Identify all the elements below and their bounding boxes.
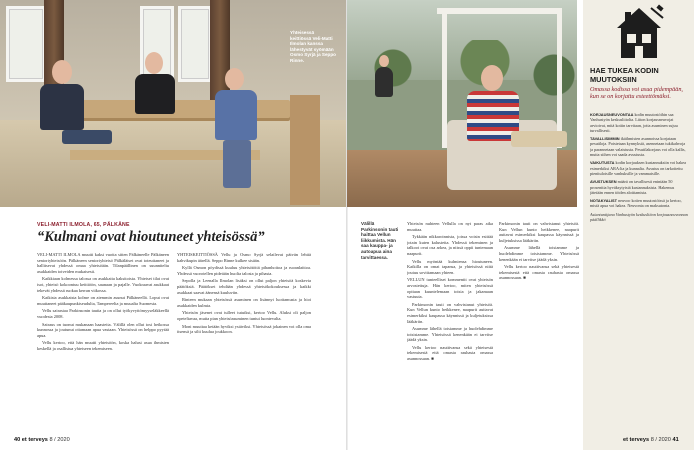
garden-photo: [347, 0, 577, 207]
sidebar-item-lead: NOTAKYALIST: [590, 198, 618, 204]
shirt-shape: [135, 74, 175, 114]
paragraph: Vellu sairastaa Parkinsonin tautia ja on ollut työkyvyttömyyseläkkeellä vuodesta 2008.: [37, 308, 169, 319]
head-shape: [145, 52, 163, 74]
head-shape: [225, 68, 244, 90]
sidebar-item-lead: AVUSTUKSEN: [590, 179, 617, 185]
paragraph: Sepolla ja Leenalla Ilmolan lisäksi on ollut paljon yhteisöä koskevia päätöksiä. Päätökset tehdään yhdessä yhteisökokouksessa ja kaikki asukkaat saavat äänensä kuuluviin.: [177, 278, 311, 295]
right-page: [347, 0, 694, 450]
page-footer-left: [14, 437, 70, 443]
house-icon: [613, 4, 665, 62]
head-shape: [379, 55, 389, 67]
paragraph: Asumme lähellä toisiamme ja huolehdimme toisistamme. Yhteisössä kenenkään ei tarvitse jäädä yksin.: [499, 245, 579, 262]
sidebar-item: [590, 112, 688, 133]
sidebar-item-text: kodin korjauksen kustannuksiin voi hakea esimerkiksi ARA:lta ja kunnalta. Avustus on tarkoitettu pienituloisille vanhuksille ja vammaisille.: [590, 160, 687, 176]
paragraph: Vellu kertoo nauttivansa sekä yhteisestä tekemisestä että omasta rauhasta omassa asunnossaan. ■: [499, 264, 579, 281]
shirt-shape: [375, 67, 393, 97]
legs-shape: [511, 131, 567, 147]
photo-chair: [290, 95, 320, 205]
article-column-3: [407, 221, 493, 431]
sidebar-item: [590, 160, 688, 176]
sidebar-item-lead: KORJAUSNEUVONTAA: [590, 112, 634, 117]
paragraph: Kaikista asukkaista kolme on aiemmin asunut Pälkäneellä. Loput ovat muuttaneet pääkaupunkiseudulta, Tampereelta ja muualta Suomesta.: [37, 295, 169, 306]
paragraph: Parkinsonin tauti on vahvistanut yhteisöä. Kun Vellun kunto heikkenee, naapurit auttavat esimerkiksi kaupassa käynnissä ja kuljetuksissa lääkäriin.: [407, 301, 493, 324]
photo-window: [6, 6, 46, 82]
paragraph: VELI-MATTI ILMOLA muutti kaksi vuotta sitten Pälkäneelle Pälkäneen senioriyhteisöön. Pälkäneen senioriyhteisö Pälkäläiset ovat toteuttaneet ja hallitsevat yhdessä omaa yhteisöään. Tilanpäällinen on suunniteltu asukkaiden toiveiden mukaisesti.: [37, 252, 169, 274]
paragraph: Parkinsonin tauti on vahvistanut yhteisöä. Kun Vellun kunto heikkenee, naapurit auttavat esimerkiksi kaupassa käynnissä ja kuljetuksissa lääkäriin.: [499, 221, 579, 243]
page-footer-right: [623, 437, 679, 443]
sidebar-box: [583, 0, 694, 450]
pergola-post: [557, 8, 562, 148]
paragraph: Rinteen mukaan yhteisössä asuminen on lisännyt luottamusta ja hioi asukkaiden kulmia.: [177, 297, 311, 308]
paragraph: Kaikkiaan kolmessa talossa on asukkaita kaksitoista. Yhteiset tilat ovat isot, yhteisö kokoontuu keittiöön, saunaan ja pajalle. Vuokraavat asukkaat tekevät yhdessä ruokaa kerran viikossa.: [37, 276, 169, 293]
sidebar-item: [590, 198, 688, 209]
legs-shape: [62, 130, 112, 144]
paragraph: Yhteisön nuhteen Vellulla on nyt paras aika muuttaa.: [407, 221, 493, 232]
page-number: 41: [672, 437, 679, 443]
paragraph: Sairaus on tuonut mukanaan haasteita. Välillä olen ollut tosi heikossa kunnossa ja joutunut ottamaan apua vastaan. Yhteisössä on helppo pyytää apua.: [37, 321, 169, 338]
article-kicker: VELI-MATTI ILMOLA, 65, PÄLKÄNE: [37, 222, 130, 228]
shirt-shape: [40, 84, 84, 130]
sidebar-body: [590, 112, 688, 430]
sidebar-item: [590, 179, 688, 195]
magazine-name: et terveys: [21, 437, 48, 443]
head-shape: [481, 65, 503, 91]
photo-caption: Välillä Parkinsonin tauti haittaa Vellun liikkumista. Hän saa kauppa- ja autoapua aina tarvittaessa.: [361, 221, 399, 260]
sidebar-item-lead: VAIKUTUSTA: [590, 160, 615, 166]
paragraph: Vellu myöntää kulmiensa hioutuneen. Kaikilla on omat tapansa, ja yhteisössä niitä joutuu sovittamaan yhteen.: [407, 258, 493, 275]
head-shape: [52, 60, 72, 84]
legs-shape: [223, 140, 251, 188]
paragraph: YHTEISKEITTIÖSSÄ Vellu ja Osmo Syrjä selailevat päivän lehtiä kahvikupin äärellä. Seppo Rinne kulkee sisään.: [177, 252, 311, 263]
sidebar-item-text: määrä on tavallisesti enintään 50 prosenttia hyväksytyistä kustannuksista. Hakemus jätetään ennen töiden aloittamista.: [590, 179, 675, 195]
paragraph: Vellu kertoo nauttivansa sekä yhteisestä tekemisestä että omasta rauhasta omassa asunnossaan. ■: [407, 344, 493, 362]
sidebar-footnote: Asiantuntijana Vanhustyön keskusliiton korjausneuvonnan päällikkö: [590, 211, 688, 223]
issue-number: 8 / 2020: [49, 437, 70, 443]
kitchen-photo: [0, 0, 347, 207]
paragraph: Tykkään nikkaroinnista, joissa voisin esittää jotain kuten kalusteita. Yhdessä tekeminen ja talkoot ovat osa arkea, ja niissä oppii tuntemaan naapurit.: [407, 234, 493, 256]
magazine-name: et terveys: [623, 437, 650, 443]
article-column-2: [177, 252, 311, 428]
photo-caption: Yhteisessä keittiössä Veli-Matti Ilmolan kanssa lähestyvät syömään Osmo Syrjä ja Seppo Rinne.: [290, 30, 336, 63]
sidebar-item: [590, 136, 688, 157]
sidebar-title: HAE TUKEA KODIN MUUTOKSIIN: [590, 66, 659, 84]
sidebar-item-text: neuvoo kotien muutostöissä ja kertoo, mistä apua voi hakea. Neuvonta on maksutonta.: [590, 198, 682, 209]
sidebar-item-lead: TAVALLISIMMIN: [590, 136, 620, 142]
photo-window: [178, 6, 212, 82]
sidebar-item-text: ikäihmisten asunnoissa korjataan pesutiloja. Poistetaan kynnyksiä, asennetaan tukikahvoja ja parannetaan valaistusta. Pesutilakorjaus voi olla kallis, mutta siihen voi saada avustusta.: [590, 136, 686, 158]
shirt-shape: [215, 90, 257, 140]
paragraph: Yhteisön jäsenet ovat tulleet tutuiksi, kertoo Vellu. Aluksi oli paljon opeteltavaa, mutta pian yhteisöasuminen tuntui luontevalta.: [177, 310, 311, 321]
paragraph: Kyllä Osmon pöydissä kuuluu yhteisötöitä pihanhoitoa ja ruoanlaittoa. Yhdessä vuorotellen pidetään huolta talosta ja pihasta.: [177, 265, 311, 276]
article-column-1: [37, 252, 169, 428]
paragraph: Vellu kertoo, että hän muutti yhteisöön, koska halusi asua ihmisten keskellä ja osallistua yhteiseen tekemiseen.: [37, 340, 169, 351]
sidebar-item-text: kodin muutostöihin saa Vanhustyön keskusliitolta. Liiton korjausneuvojat arvioivat, mitä kotiin tarvitaan, jotta asuminen sujuu turvallisesti.: [590, 112, 678, 133]
photo-pergola: [437, 8, 562, 14]
paragraph: Moni muuttaa ketään hyviksi ystäviksi. Yhteisössä jokainen voi olla oma itsensä ja silti kuulua joukkoon.: [177, 323, 311, 335]
issue-number: 8 / 2020: [650, 437, 671, 443]
page-number: 40: [14, 437, 21, 443]
article-column-4: [499, 221, 579, 431]
paragraph: VELLUN tunteelliset kommentit ovat yhteisön arvostettuja. Hän kertoo, miten yhteisössä opitaan kuuntelemaan toisia ja jakamaan vastuuta.: [407, 277, 493, 300]
sidebar-intro: Omassa kodissa voi asua pidempään, kun se on korjattu esteettömäksi.: [590, 86, 683, 100]
article-headline: “Kulmani ovat hioutuneet yhteisössä”: [37, 229, 265, 245]
paragraph: Asumme lähellä toisiamme ja huolehdimme toisistamme. Yhteisössä kenenkään ei tarvitse jäädä yksin.: [407, 326, 493, 343]
